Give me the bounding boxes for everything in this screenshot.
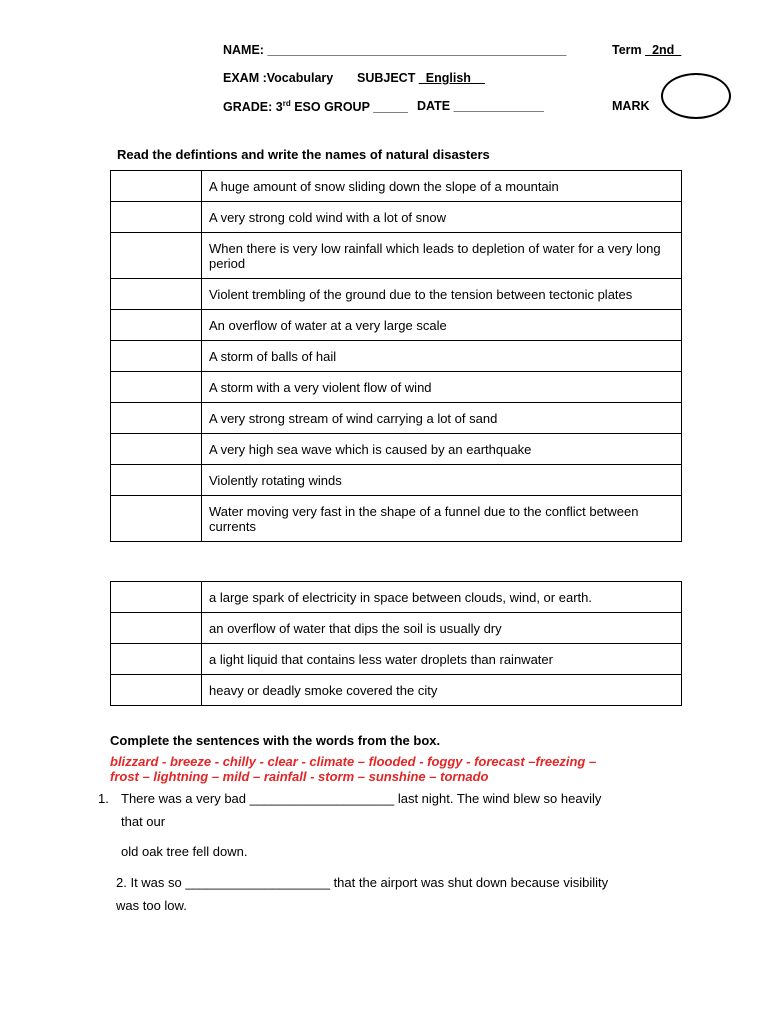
table-row	[111, 675, 682, 706]
answer-cell[interactable]	[111, 465, 202, 496]
answer-cell[interactable]	[111, 372, 202, 403]
table-row	[111, 279, 682, 310]
table-row	[111, 233, 682, 279]
definitions-table	[110, 170, 682, 542]
definition-cell: A storm of balls of hail	[202, 341, 682, 372]
term-row	[612, 43, 681, 57]
definition-cell: A very strong cold wind with a lot of snow	[202, 202, 682, 233]
grade-sup: rd	[282, 99, 291, 108]
definition-cell: A huge amount of snow sliding down the slope of a mountain	[202, 171, 682, 202]
sentence-2-line-1: 2. It was so ____________________ that the airport was shut down because visibility	[116, 875, 609, 890]
table-row	[111, 644, 682, 675]
word-box-line-1: blizzard - breeze - chilly - clear - climate – flooded - foggy - forecast –freezing –	[110, 754, 597, 769]
table-row	[111, 465, 682, 496]
definition-cell: Violently rotating winds	[202, 465, 682, 496]
answer-cell[interactable]	[111, 341, 202, 372]
definition-cell: Water moving very fast in the shape of a funnel due to the conflict between currents	[202, 496, 682, 542]
grade-label: GRADE: 3	[223, 100, 283, 115]
section2-title: Complete the sentences with the words from the box.	[110, 733, 441, 748]
answer-cell[interactable]	[111, 202, 202, 233]
answer-cell[interactable]	[111, 279, 202, 310]
definition-cell: A very strong stream of wind carrying a lot of sand	[202, 403, 682, 434]
table-row	[111, 310, 682, 341]
table-row	[111, 496, 682, 542]
definition-cell: A very high sea wave which is caused by an earthquake	[202, 434, 682, 465]
definition-cell: a large spark of electricity in space between clouds, wind, or earth.	[202, 582, 682, 613]
table-row	[111, 582, 682, 613]
table-row	[111, 613, 682, 644]
subject-row	[357, 71, 485, 85]
sentence-1-line-2: that our	[121, 814, 166, 829]
table-row	[111, 434, 682, 465]
definition-cell: When there is very low rainfall which leads to depletion of water for a very long period	[202, 233, 682, 279]
sentence-1-number: 1.	[98, 791, 109, 806]
sentence-2-line-2: was too low.	[116, 898, 187, 913]
answer-cell[interactable]	[111, 171, 202, 202]
date-row	[417, 99, 544, 113]
sentence-1-line-3: old oak tree fell down.	[121, 844, 248, 859]
definition-cell: an overflow of water that dips the soil is usually dry	[202, 613, 682, 644]
date-label: DATE	[417, 99, 451, 113]
word-box-line-2: frost – lightning – mild – rainfall - storm – sunshine – tornado	[110, 769, 489, 784]
section1-title: Read the defintions and write the names of natural disasters	[117, 147, 490, 162]
term-label: Term	[612, 43, 642, 57]
sentence-1-line-1: There was a very bad ____________________ last night. The wind blew so heavily	[121, 791, 602, 806]
grade-rest: ESO GROUP	[290, 100, 370, 115]
mark-label: MARK	[612, 99, 650, 113]
table-row	[111, 202, 682, 233]
group-line[interactable]: _____	[373, 100, 408, 115]
term-value: _2nd_	[645, 43, 682, 57]
answer-cell[interactable]	[111, 434, 202, 465]
table-row	[111, 171, 682, 202]
name-line[interactable]: ___________________________________________	[267, 43, 567, 57]
table-row	[111, 403, 682, 434]
date-line[interactable]: _____________	[453, 99, 544, 113]
name-label: NAME:	[223, 43, 264, 57]
mark-oval	[661, 73, 731, 119]
table-row	[111, 372, 682, 403]
answer-cell[interactable]	[111, 644, 202, 675]
subject-label: SUBJECT	[357, 71, 416, 85]
answer-cell[interactable]	[111, 403, 202, 434]
definition-cell: An overflow of water at a very large scale	[202, 310, 682, 341]
definitions-table-2	[110, 581, 682, 706]
answer-cell[interactable]	[111, 310, 202, 341]
definition-cell: Violent trembling of the ground due to the tension between tectonic plates	[202, 279, 682, 310]
answer-cell[interactable]	[111, 613, 202, 644]
answer-cell[interactable]	[111, 233, 202, 279]
definition-cell: a light liquid that contains less water droplets than rainwater	[202, 644, 682, 675]
name-row	[223, 43, 566, 57]
subject-value: _English__	[418, 71, 485, 85]
answer-cell[interactable]	[111, 582, 202, 613]
answer-cell[interactable]	[111, 496, 202, 542]
definition-cell: heavy or deadly smoke covered the city	[202, 675, 682, 706]
grade-row	[223, 99, 408, 114]
definition-cell: A storm with a very violent flow of wind	[202, 372, 682, 403]
table-row	[111, 341, 682, 372]
exam-label: EXAM :Vocabulary	[223, 71, 334, 85]
answer-cell[interactable]	[111, 675, 202, 706]
